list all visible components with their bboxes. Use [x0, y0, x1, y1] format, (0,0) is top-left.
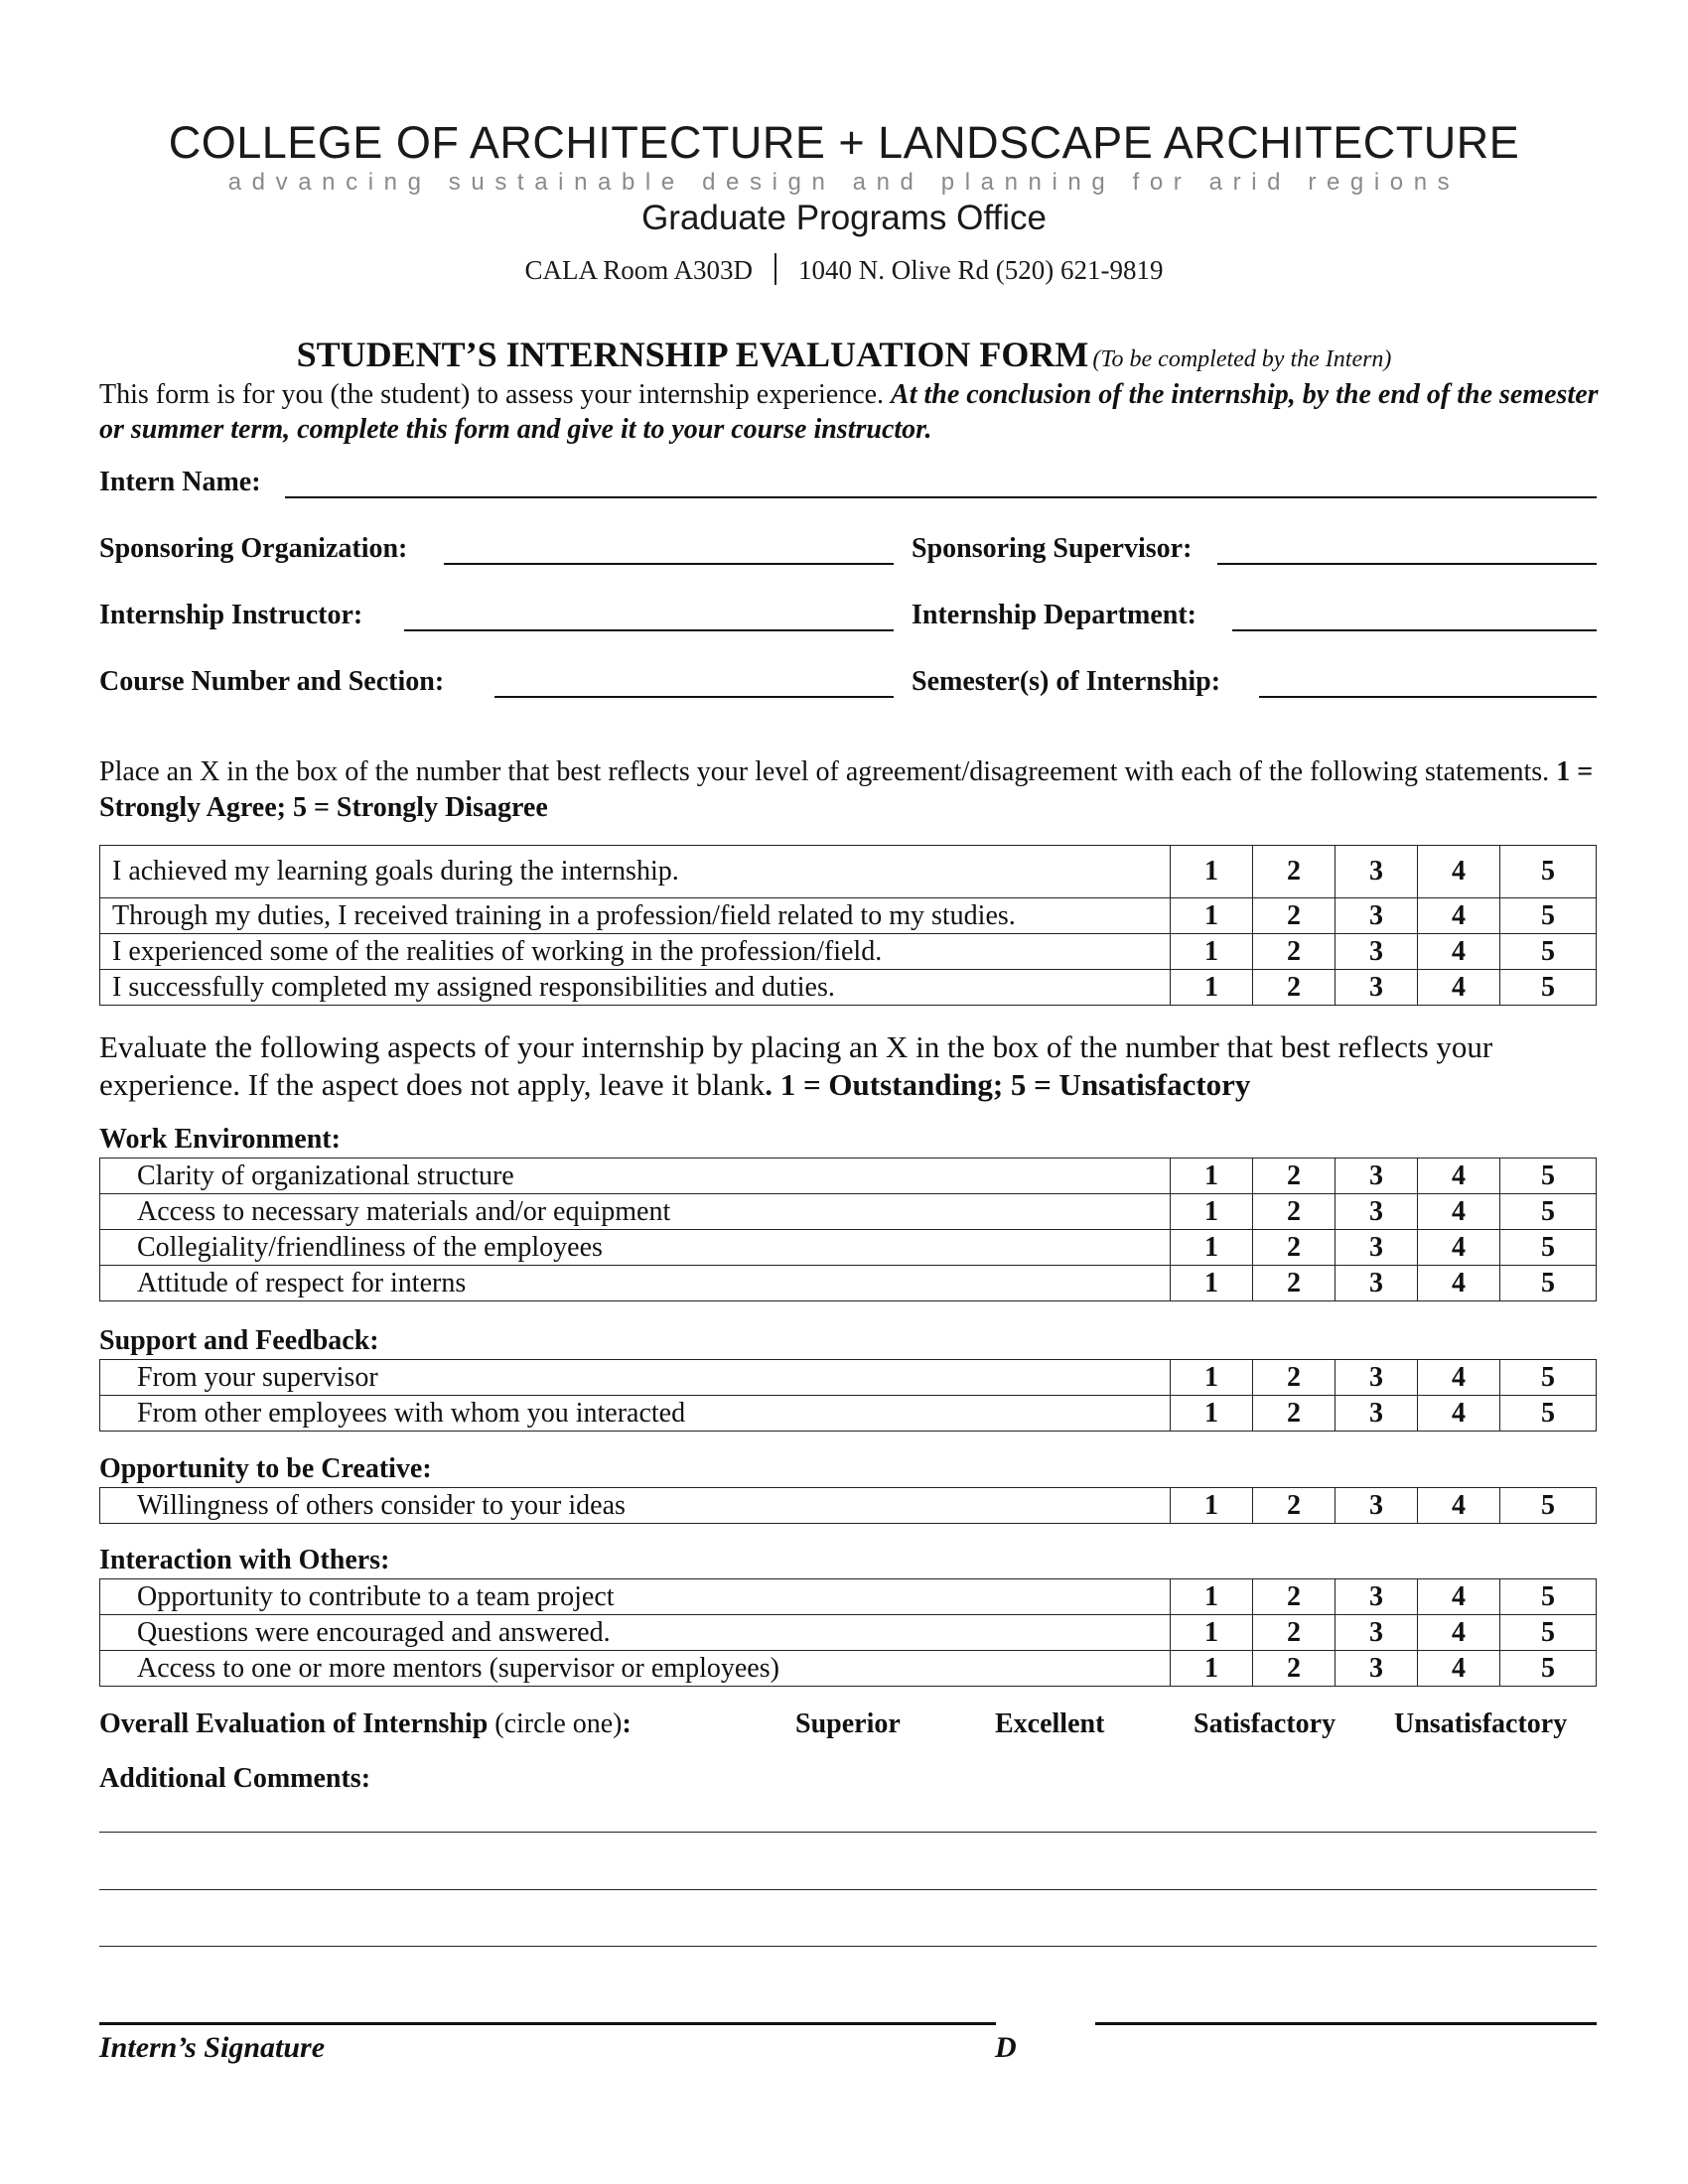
table-row [100, 1194, 1597, 1230]
rating-box-3[interactable]: 3 [1336, 1488, 1418, 1524]
intro-text: This form is for you (the student) to assess your internship experience. [99, 379, 892, 410]
agreement-instructions-text: Place an X in the box of the number that best reflects your level of agreement/disagreement with each of the following statements. [99, 756, 1557, 787]
internship-department-label: Internship Department: [912, 600, 1196, 630]
room-number: CALA Room A303D [524, 255, 754, 285]
rating-box-3[interactable]: 3 [1336, 1396, 1418, 1432]
comment-line-3[interactable] [99, 1946, 1597, 1947]
sponsoring-supervisor-field[interactable] [1217, 563, 1597, 565]
rating-box-5[interactable]: 5 [1500, 1615, 1597, 1651]
section-title-creative: Opportunity to be Creative: [99, 1453, 432, 1484]
rating-box-5[interactable]: 5 [1500, 1579, 1597, 1615]
rating-box-2[interactable]: 2 [1253, 1579, 1336, 1615]
overall-label: Overall Evaluation of Internship [99, 1708, 489, 1739]
table-row [100, 970, 1597, 1006]
table-row [100, 1159, 1597, 1194]
rating-box-4[interactable]: 4 [1418, 1396, 1500, 1432]
rating-box-4[interactable]: 4 [1418, 1615, 1500, 1651]
rating-box-3[interactable]: 3 [1336, 1579, 1418, 1615]
rating-box-5[interactable]: 5 [1500, 1651, 1597, 1687]
table-row [100, 1615, 1597, 1651]
sponsoring-org-field[interactable] [444, 563, 894, 565]
rating-box-5[interactable]: 5 [1500, 898, 1597, 934]
form-intro [99, 377, 1599, 447]
rating-box-2[interactable]: 2 [1253, 1396, 1336, 1432]
course-number-field[interactable] [494, 696, 894, 698]
rating-box-3[interactable]: 3 [1336, 1266, 1418, 1301]
statement-text: Access to one or more mentors (supervisor or employees) [100, 1651, 1171, 1687]
contact-divider [774, 253, 776, 285]
evaluation-instructions [99, 1028, 1609, 1104]
option-unsatisfactory[interactable]: Unsatisfactory [1394, 1708, 1568, 1739]
rating-box-4[interactable]: 4 [1418, 1266, 1500, 1301]
rating-box-5[interactable]: 5 [1500, 1360, 1597, 1396]
comment-line-1[interactable] [99, 1832, 1597, 1833]
intro-emphasis: At the conclusion of the internship, by the end of the semester or summer term, complete this form and give it to your course instructor. [99, 379, 1599, 445]
evaluation-scale: . 1 = Outstanding; 5 = Unsatisfactory [765, 1067, 1251, 1102]
rating-box-2[interactable]: 2 [1253, 1266, 1336, 1301]
statement-text: Attitude of respect for interns [100, 1266, 1171, 1301]
comments-label: Additional Comments: [99, 1763, 371, 1794]
table-row [100, 1360, 1597, 1396]
rating-box-4[interactable]: 4 [1418, 1488, 1500, 1524]
rating-box-3[interactable]: 3 [1336, 898, 1418, 934]
rating-box-3[interactable]: 3 [1336, 934, 1418, 970]
rating-box-2[interactable]: 2 [1253, 1159, 1336, 1194]
statement-text: I experienced some of the realities of working in the profession/field. [100, 934, 1171, 970]
rating-box-2[interactable]: 2 [1253, 1194, 1336, 1230]
rating-box-3[interactable]: 3 [1336, 1615, 1418, 1651]
statement-text: Access to necessary materials and/or equipment [100, 1194, 1171, 1230]
rating-box-2[interactable]: 2 [1253, 934, 1336, 970]
statement-text: Opportunity to contribute to a team project [100, 1579, 1171, 1615]
agreement-instructions [99, 754, 1609, 826]
intern-name-field[interactable] [285, 496, 1597, 498]
support-table [99, 1359, 1597, 1432]
course-number-label: Course Number and Section: [99, 666, 445, 697]
rating-box-1[interactable]: 1 [1171, 1159, 1253, 1194]
address: 1040 N. Olive Rd (520) 621-9819 [798, 255, 1164, 285]
rating-box-4[interactable]: 4 [1418, 970, 1500, 1006]
rating-box-4[interactable]: 4 [1418, 1159, 1500, 1194]
statement-text: From other employees with whom you interacted [100, 1396, 1171, 1432]
rating-box-2[interactable]: 2 [1253, 1651, 1336, 1687]
option-superior[interactable]: Superior [795, 1708, 901, 1739]
form-subtitle: (To be completed by the Intern) [1092, 346, 1392, 372]
rating-box-3[interactable]: 3 [1336, 1360, 1418, 1396]
work-environment-table [99, 1158, 1597, 1301]
option-satisfactory[interactable]: Satisfactory [1194, 1708, 1336, 1739]
rating-box-1[interactable]: 1 [1171, 970, 1253, 1006]
rating-box-3[interactable]: 3 [1336, 1230, 1418, 1266]
rating-box-5[interactable]: 5 [1500, 1159, 1597, 1194]
creative-table [99, 1487, 1597, 1524]
table-row [100, 1579, 1597, 1615]
rating-box-3[interactable]: 3 [1336, 1651, 1418, 1687]
signature-label: Intern’s Signature [99, 2031, 326, 2064]
table-row [100, 1396, 1597, 1432]
intern-name-label: Intern Name: [99, 467, 261, 497]
statement-text: I successfully completed my assigned responsibilities and duties. [100, 970, 1171, 1006]
rating-box-1[interactable]: 1 [1171, 898, 1253, 934]
rating-box-4[interactable]: 4 [1418, 1194, 1500, 1230]
rating-box-4[interactable]: 4 [1418, 1579, 1500, 1615]
agreement-scale: 1 = Strongly Agree; 5 = Strongly Disagree [99, 756, 1594, 823]
rating-box-1[interactable]: 1 [1171, 1360, 1253, 1396]
rating-box-4[interactable]: 4 [1418, 846, 1500, 898]
college-tagline: advancing sustainable design and planning for arid regions [227, 169, 1461, 196]
rating-box-2[interactable]: 2 [1253, 1615, 1336, 1651]
section-title-work-environment: Work Environment: [99, 1124, 341, 1155]
form-title [0, 334, 1688, 375]
rating-box-4[interactable]: 4 [1418, 1651, 1500, 1687]
rating-box-1[interactable]: 1 [1171, 846, 1253, 898]
rating-box-5[interactable]: 5 [1500, 1266, 1597, 1301]
rating-box-3[interactable]: 3 [1336, 1159, 1418, 1194]
rating-box-1[interactable]: 1 [1171, 1488, 1253, 1524]
rating-box-2[interactable]: 2 [1253, 1488, 1336, 1524]
statement-text: I achieved my learning goals during the internship. [100, 846, 1171, 898]
rating-box-5[interactable]: 5 [1500, 934, 1597, 970]
rating-box-4[interactable]: 4 [1418, 1360, 1500, 1396]
table-row [100, 934, 1597, 970]
evaluation-instructions-text: Evaluate the following aspects of your internship by placing an X in the box of the number that best reflects your experience. If the aspect does not apply, leave it blank [99, 1029, 1493, 1102]
rating-box-1[interactable]: 1 [1171, 1396, 1253, 1432]
rating-box-1[interactable]: 1 [1171, 1615, 1253, 1651]
rating-box-1[interactable]: 1 [1171, 1230, 1253, 1266]
statement-text: From your supervisor [100, 1360, 1171, 1396]
rating-box-5[interactable]: 5 [1500, 970, 1597, 1006]
table-row [100, 1651, 1597, 1687]
statement-text: Willingness of others consider to your ideas [100, 1488, 1171, 1524]
rating-box-3[interactable]: 3 [1336, 970, 1418, 1006]
agreement-table [99, 845, 1597, 1006]
rating-box-4[interactable]: 4 [1418, 898, 1500, 934]
form-title-main: STUDENT’S INTERNSHIP EVALUATION FORM [296, 335, 1089, 374]
rating-box-5[interactable]: 5 [1500, 1230, 1597, 1266]
statement-text: Questions were encouraged and answered. [100, 1615, 1171, 1651]
rating-box-5[interactable]: 5 [1500, 846, 1597, 898]
rating-box-2[interactable]: 2 [1253, 1360, 1336, 1396]
overall-colon: : [622, 1708, 632, 1739]
signature-line[interactable] [99, 2022, 996, 2025]
internship-department-field[interactable] [1232, 629, 1597, 631]
table-row [100, 898, 1597, 934]
section-title-interaction: Interaction with Others: [99, 1545, 390, 1575]
option-excellent[interactable]: Excellent [995, 1708, 1105, 1739]
table-row [100, 1266, 1597, 1301]
rating-box-5[interactable]: 5 [1500, 1396, 1597, 1432]
rating-box-4[interactable]: 4 [1418, 1230, 1500, 1266]
semester-label: Semester(s) of Internship: [912, 666, 1221, 697]
college-name: COLLEGE OF ARCHITECTURE + LANDSCAPE ARCHITECTURE [168, 117, 1520, 168]
internship-instructor-label: Internship Instructor: [99, 600, 363, 630]
statement-text: Clarity of organizational structure [100, 1159, 1171, 1194]
rating-box-1[interactable]: 1 [1171, 934, 1253, 970]
internship-instructor-field[interactable] [404, 629, 894, 631]
rating-box-3[interactable]: 3 [1336, 1194, 1418, 1230]
rating-box-2[interactable]: 2 [1253, 970, 1336, 1006]
rating-box-1[interactable]: 1 [1171, 1194, 1253, 1230]
table-row [100, 846, 1597, 898]
rating-box-1[interactable]: 1 [1171, 1579, 1253, 1615]
sponsoring-supervisor-label: Sponsoring Supervisor: [912, 533, 1193, 564]
rating-box-2[interactable]: 2 [1253, 1230, 1336, 1266]
comment-line-2[interactable] [99, 1889, 1597, 1890]
date-line[interactable] [1095, 2022, 1597, 2025]
statement-text: Through my duties, I received training in a profession/field related to my studies. [100, 898, 1171, 934]
sponsoring-org-label: Sponsoring Organization: [99, 533, 408, 564]
table-row [100, 1230, 1597, 1266]
rating-box-5[interactable]: 5 [1500, 1194, 1597, 1230]
rating-box-1[interactable]: 1 [1171, 1651, 1253, 1687]
rating-box-2[interactable]: 2 [1253, 898, 1336, 934]
rating-box-1[interactable]: 1 [1171, 1266, 1253, 1301]
overall-evaluation-label [99, 1708, 632, 1740]
section-title-support: Support and Feedback: [99, 1325, 379, 1356]
rating-box-4[interactable]: 4 [1418, 934, 1500, 970]
rating-box-3[interactable]: 3 [1336, 846, 1418, 898]
overall-hint: (circle one) [494, 1708, 623, 1739]
office-name: Graduate Programs Office [641, 199, 1047, 237]
date-label: D [995, 2031, 1017, 2064]
interaction-table [99, 1578, 1597, 1687]
statement-text: Collegiality/friendliness of the employees [100, 1230, 1171, 1266]
semester-field[interactable] [1259, 696, 1597, 698]
rating-box-2[interactable]: 2 [1253, 846, 1336, 898]
table-row [100, 1488, 1597, 1524]
contact-info [0, 253, 1688, 286]
rating-box-5[interactable]: 5 [1500, 1488, 1597, 1524]
